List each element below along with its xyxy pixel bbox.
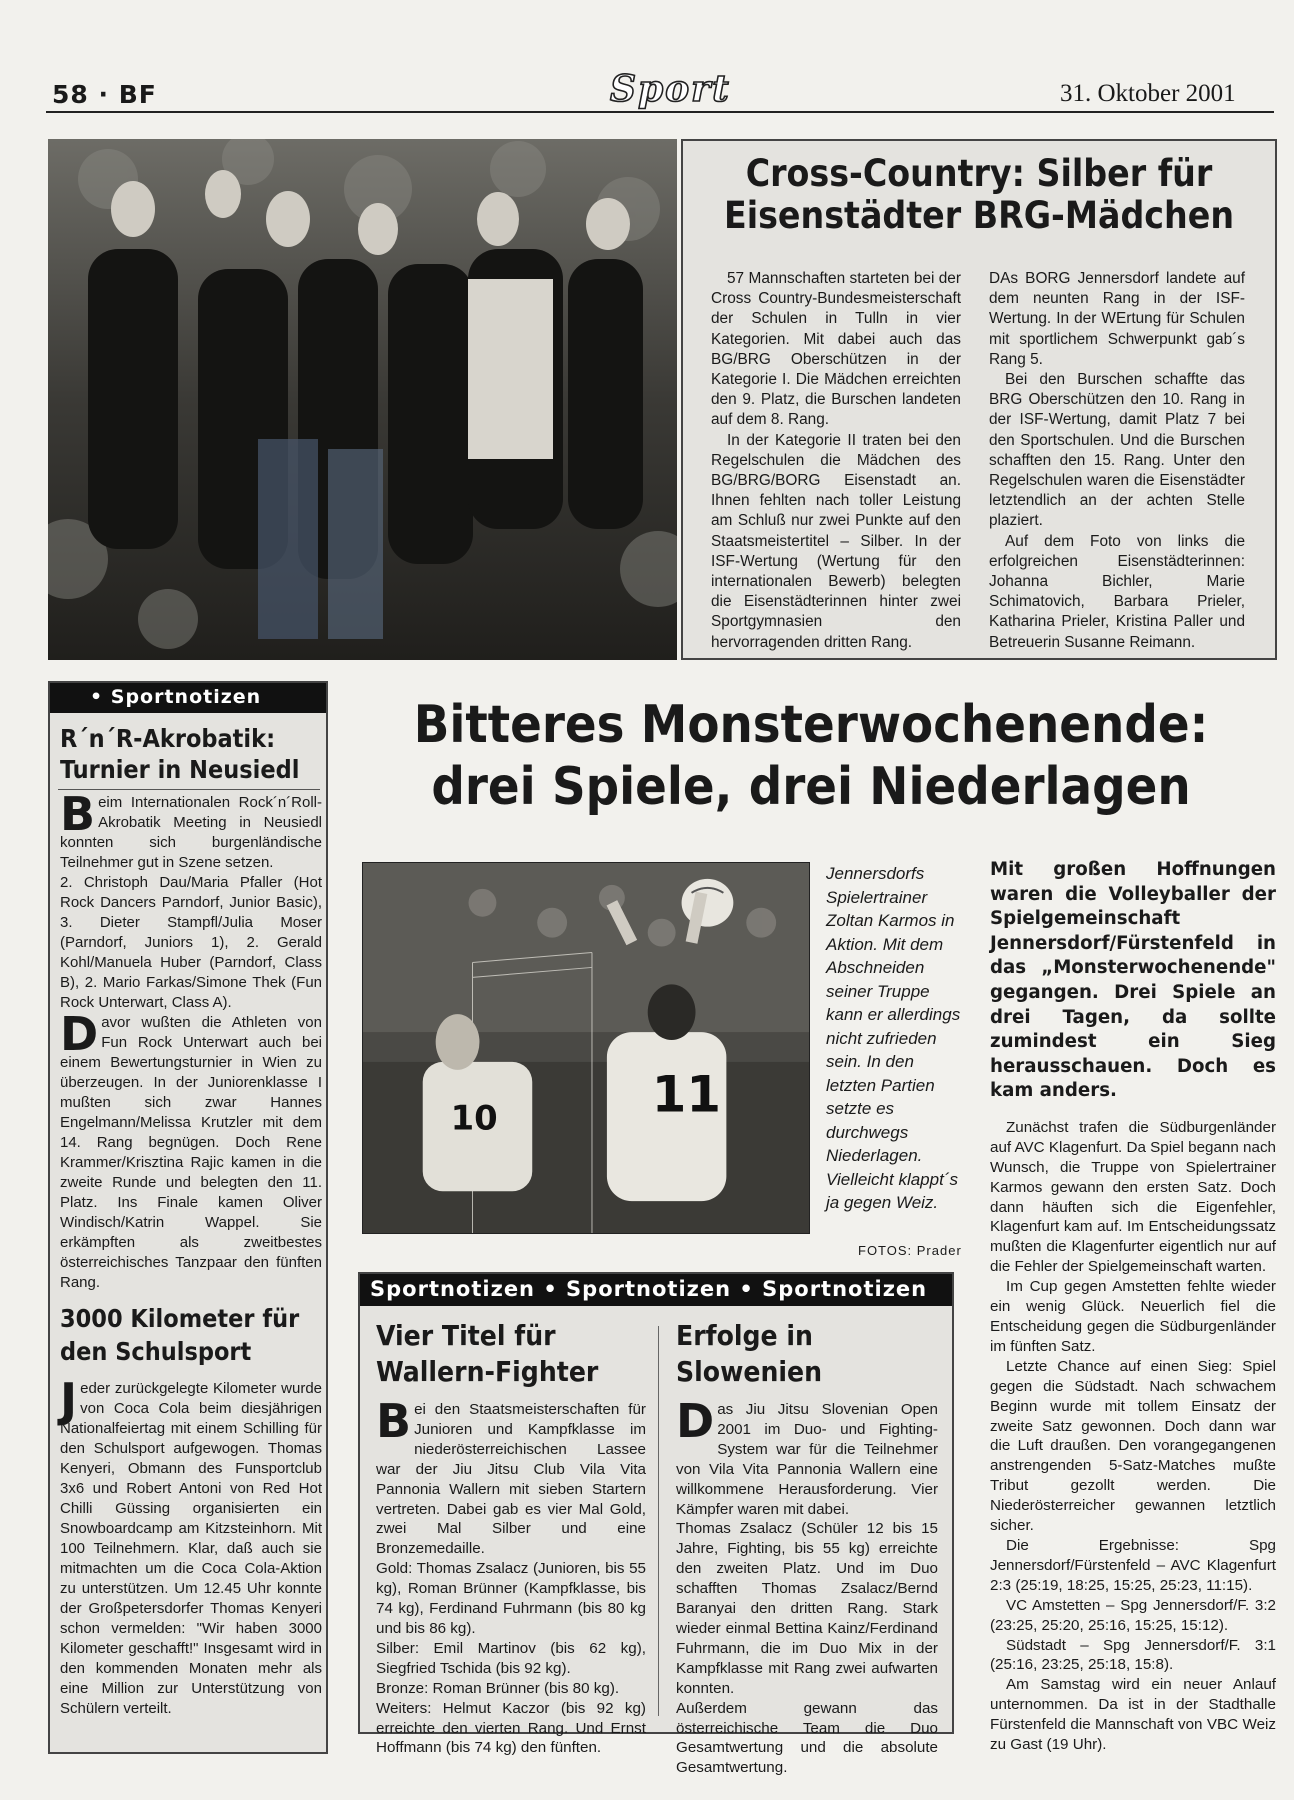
cross-country-column-1 bbox=[711, 269, 961, 653]
paragraph: Im Cup gegen Amstetten fehlte wieder ein wenig Glück. Neuerlich fiel die Entscheidung gegen die Südburgenländer im fünften Satz. bbox=[990, 1278, 1276, 1355]
paragraph: VC Amstetten – Spg Jennersdorf/F. 3:2 (23:25, 25:20, 25:16, 15:25, 15:12). bbox=[990, 1596, 1276, 1634]
cross-country-column-2 bbox=[989, 269, 1245, 653]
slowenien-headline bbox=[676, 1318, 936, 1390]
paragraph: Bei den Staatsmeisterschaften für Junioren und Kampfklasse im niederösterreichischen Lassee war der Jiu Jitsu Club Vila Vita Pannonia Wallern mit sieben Startern vertreten. Dabei gab es vier Mal Gold, zwei Mal Silber und eine Bronzemedaille. bbox=[376, 1394, 646, 1558]
page-header bbox=[0, 0, 1294, 115]
schulsport-body bbox=[60, 1373, 322, 1719]
team-photo bbox=[48, 139, 677, 660]
slowenien-body bbox=[676, 1394, 938, 1778]
paragraph: Die Ergebnisse: Spg Jennersdorf/Fürstenfeld – AVC Klagenfurt 2:3 (25:19, 18:25, 15:25, 25:23, 11:15). bbox=[990, 1536, 1276, 1594]
wallern-body bbox=[376, 1394, 646, 1758]
svg-text:11: 11 bbox=[651, 1065, 721, 1124]
paragraph: Jeder zurückgelegte Kilometer wurde von Coca Cola beim diesjährigen Nationalfeiertag mit einem Schilling für den Schulsport aufgewogen. Thomas Kenyeri, Obmann des Funsportclub 3x6 und Robert Antoni von Red Hot Chilli Güssing organisierten ein Snowboardcamp am Kitzsteinhorn. Mit 100 Teilnehmern. Klar, daß auch sie mitmachten um die Coca Cola-Aktion zu unterstützen. Um 12.45 Uhr konnte der Großpetersdorfer Thomas Kenyeri schon vermelden: "Wir haben 3000 Kilometer geschafft!" Insgesamt wird in den kommenden Monaten mehr als eine Million zur Unterstützung von Schülern verteilt. bbox=[60, 1373, 322, 1717]
issue-date: 31. Oktober 2001 bbox=[1060, 80, 1236, 107]
header-rule bbox=[46, 111, 1274, 113]
paragraph: Silber: Emil Martinov (bis 62 kg), Siegfried Tschida (bis 92 kg). bbox=[376, 1639, 646, 1677]
paragraph: In der Kategorie II traten bei den Regelschulen die Mädchen des BG/BRG/BORG Eisenstadt an. Ihnen fehlten nach toller Leistung am Schluß nur zwei Punkte auf den Staatsmeistertitel – Silber. In der ISF-Wertung (Wertung für den internationalen Bewerb) belegten die Eisenstädterinnen hinter zwei Sportgymnasien den hervorragenden dritten Rang. bbox=[711, 431, 961, 651]
paragraph: Thomas Zsalacz (Schüler 12 bis 15 Jahre, Fighting, bis 55 kg) erreichte den zweiten Platz. Und im Duo schafften Thomas Zsalacz/Bernd Baranyai den dritten Rang. Stark wieder einmal Bettina Kainz/Ferdinand Fuhrmann, die im Duo Mix in der Kampfklasse mit Rang zwei aufwarten konnten. bbox=[676, 1520, 938, 1697]
paragraph: Bronze: Roman Brünner (bis 80 kg). bbox=[376, 1679, 620, 1697]
paragraph: Am Samstag wird ein neuer Anlauf unternommen. Da ist in der Stadthalle Fürstenfeld die Mannschaft von VBC Weiz zu Gast (19 Uhr). bbox=[990, 1676, 1276, 1754]
section-title: Sport bbox=[610, 68, 731, 110]
column-divider bbox=[658, 1326, 659, 1716]
rnr-body bbox=[60, 787, 322, 1293]
headline-line-2: drei Spiele, drei Niederlagen bbox=[431, 757, 1191, 817]
headline-line-2: Turnier in Neusiedl bbox=[60, 755, 300, 784]
sidebar-kicker: • Sportnotizen bbox=[50, 683, 326, 713]
photo-credit: FOTOS: Prader bbox=[858, 1243, 962, 1258]
cross-country-headline bbox=[683, 153, 1275, 237]
photo-caption: Jennersdorfs Spielertrainer Zoltan Karmos in Aktion. Mit dem Abschneiden seiner Truppe kann er allerdings nicht zufrieden sein. In den letzten Partien setzte es durchwegs Niederlagen. Vielleicht klappt´s ja gegen Weiz. bbox=[826, 864, 961, 1212]
headline-line-2: Wallern-Fighter bbox=[376, 1355, 599, 1388]
paragraph: Weiters: Helmut Kaczor (bis 92 kg) erreichte den vierten Rang. Und Ernst Hoffmann (bis 74 kg) den fünften. bbox=[376, 1699, 646, 1757]
volleyball-photo bbox=[362, 862, 810, 1234]
sportnotizen-sidebar bbox=[48, 681, 328, 1754]
cross-country-article bbox=[681, 139, 1277, 660]
paragraph: Außerdem gewann das österreichische Team die Duo Gesamtwertung und die absolute Gesamtwertung. bbox=[676, 1699, 938, 1777]
paragraph: 2. Christoph Dau/Maria Pfaller (Hot Rock Dancers Parndorf, Junior Basic), 3. Dieter Stampfl/Julia Moser (Parndorf, Juniors 1), 2. Gerald Kohl/Manuela Huber (Parndorf, Class B), 2. Mario Farkas/Simone Thek (Fun Rock Unterwart, Class A). bbox=[60, 874, 322, 1011]
paragraph: 57 Mannschaften starteten bei der Cross Country-Bundesmeisterschaft der Schulen in Tulln in vier Kategorien. Mit dabei auch das BG/BRG Oberschützen in der Kategorie I. Die Mädchen erreichten den 9. Platz, die Burschen landeten auf dem 8. Rang. bbox=[711, 270, 961, 429]
paragraph: Gold: Thomas Zsalacz (Junioren, bis 55 kg), Roman Brünner (Kampfklasse, bis 74 kg), Ferdinand Fuhrmann (bis 80 kg und bis 86 kg). bbox=[376, 1560, 646, 1637]
headline-line-1: R´n´R-Akrobatik: bbox=[60, 724, 276, 753]
article-lede: Mit großen Hoffnungen waren die Volleyballer der Spielgemeinschaft Jennersdorf/Fürstenfeld in das „Monsterwochenende" gegangen. Drei Spiele an drei Tagen, da sollte zumindest ein Sieg herausschauen. Doch es kam anders. bbox=[990, 859, 1276, 1102]
headline-line-1: Bitteres Monsterwochenende: bbox=[413, 695, 1209, 755]
headline-line-2: Eisenstädter BRG-Mädchen bbox=[723, 193, 1235, 237]
paragraph: Beim Internationalen Rock´n´Roll-Akrobatik Meeting in Neusiedl konnten sich burgenländische Teilnehmer gut in Szene setzen. bbox=[60, 787, 322, 871]
paragraph: Davor wußten die Athleten von Fun Rock Unterwart auch bei einem Bewertungsturnier in Wien zu überzeugen. In der Juniorenklasse I mußten sich zwar Hannes Engelmann/Melissa Krutzler mit dem 14. Rang begnügen. Doch Rene Krammer/Krisztina Rajic kamen in die zweite Runde und belegten den 11. Platz. Ins Finale kamen Oliver Windisch/Katrin Wappel. Sie erkämpften als zweitbestes österreichisches Tanzpaar den fünften Rang. bbox=[60, 1007, 322, 1291]
divider bbox=[58, 789, 320, 790]
headline-line-1: Erfolge in bbox=[676, 1319, 813, 1352]
schulsport-headline bbox=[60, 1302, 322, 1368]
page-number: 58 · BF bbox=[52, 80, 157, 109]
headline-line-1: Cross-Country: Silber für bbox=[745, 152, 1213, 195]
article-body bbox=[990, 1118, 1276, 1755]
headline-line-1: 3000 Kilometer für bbox=[60, 1304, 300, 1333]
headline-line-2: den Schulsport bbox=[60, 1337, 252, 1366]
volleyball-headline bbox=[346, 694, 1276, 818]
wallern-headline bbox=[376, 1318, 656, 1390]
paragraph: Zunächst trafen die Südburgenländer auf AVC Klagenfurt. Da Spiel begann nach Wunsch, die Truppe von Spielertrainer Karmos gewann den ersten Satz. Doch dann häuften sich die Eigenfehler, Klagenfurt kam auf. Im Entscheidungssatz mußten die Klagenfurter eigentlich nur auf die Fehler der Spielgemeinschaft warten. bbox=[990, 1118, 1276, 1276]
bottom-kicker: Sportnotizen • Sportnotizen • Sportnotizen bbox=[360, 1274, 952, 1306]
paragraph: Letzte Chance auf einen Sieg: Spiel gegen die Südstadt. Nach schwachem Beginn wurde mit tollem Einsatz der zweite Satz gewonnen. Doch dann war die Luft draußen. Den vorangegangenen anstrengenden 5-Satz-Matches mußte Tribut gezollt werden. Die Niederösterreicher gewannen letztlich sicher. bbox=[990, 1357, 1276, 1535]
headline-line-2: Slowenien bbox=[676, 1355, 823, 1388]
sportnotizen-bottom bbox=[358, 1272, 954, 1777]
volleyball-article bbox=[990, 858, 1276, 1755]
paragraph: DAs BORG Jennersdorf landete auf dem neunten Rang in der ISF-Wertung. In der WErtung für Schulen mit sportlichem Schwerpunkt gab´s Rang 5. bbox=[989, 270, 1245, 368]
paragraph: Das Jiu Jitsu Slovenian Open 2001 im Duo- und Fighting-System war für die Teilnehmer von Vila Vita Pannonia Wallern eine willkommene Herausforderung. Vier Kämpfer waren mit dabei. bbox=[676, 1394, 938, 1518]
headline-line-1: Vier Titel für bbox=[376, 1319, 556, 1352]
svg-text:10: 10 bbox=[450, 1098, 498, 1138]
paragraph: Auf dem Foto von links die erfolgreichen Eisenstädterinnen: Johanna Bichler, Marie Schimatovich, Barbara Prieler, Katharina Prieler, Kristina Paller und Betreuerin Susanne Reimann. bbox=[989, 532, 1245, 651]
paragraph: Bei den Burschen schaffte das BRG Oberschützen den 10. Rang in der ISF-Wertung, damit Platz 7 bei den Sportschulen. Und die Burschen schafften den 15. Rang. Unter den Regelschulen waren die Eisenstädter letztendlich an der achten Stelle plaziert. bbox=[989, 371, 1245, 530]
paragraph: Südstadt – Spg Jennersdorf/F. 3:1 (25:16, 23:25, 25:18, 15:8). bbox=[990, 1636, 1276, 1674]
rnr-headline bbox=[60, 723, 322, 785]
